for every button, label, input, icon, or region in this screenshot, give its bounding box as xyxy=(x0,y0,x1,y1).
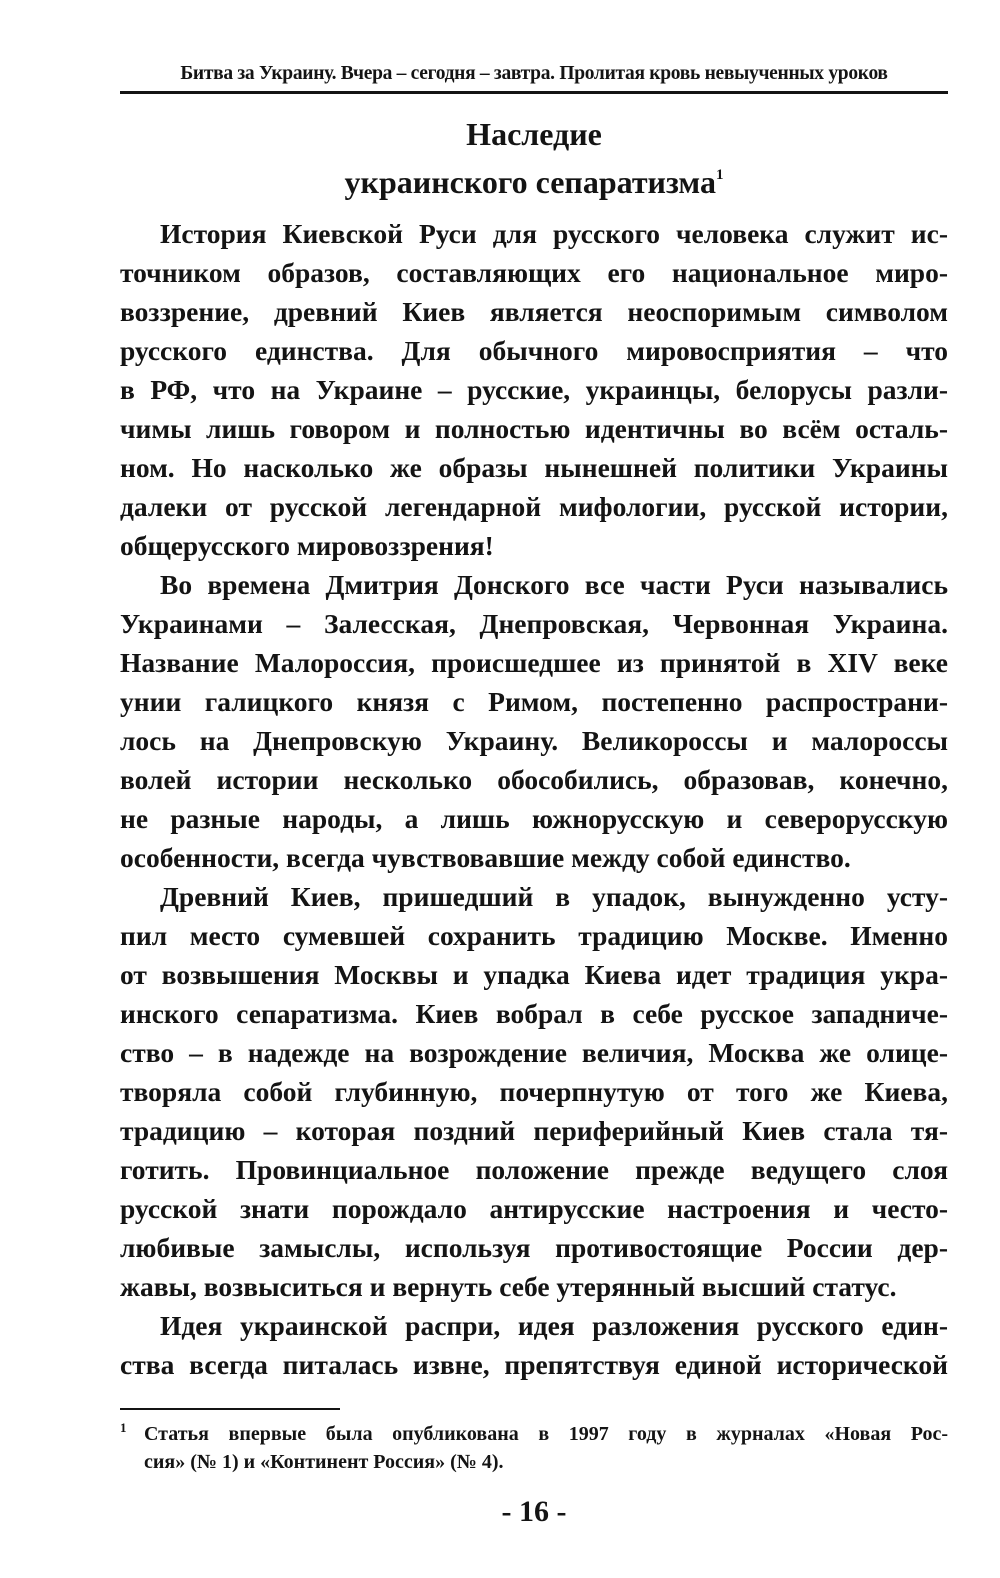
text-line: ства всегда питалась извне, препятствуя единой исторической xyxy=(120,1349,948,1380)
title-line-2 xyxy=(120,158,948,206)
text-line: русской знати порождало антирусские настроения и често- xyxy=(120,1193,948,1224)
text-line: точником образов, составляющих его национальное миро- xyxy=(120,257,948,288)
text-line: инского сепаратизма. Киев вобрал в себе русское западниче- xyxy=(120,998,948,1029)
article-title xyxy=(120,110,948,206)
running-header: Битва за Украину. Вчера – сегодня – завтра. Пролитая кровь невыученных уроков xyxy=(180,63,888,84)
text-line: ном. Но насколько же образы нынешней политики Украины xyxy=(120,452,948,483)
footnote xyxy=(120,1420,948,1476)
text-line: Идея украинской распри, идея разложения русского един- xyxy=(160,1310,948,1341)
text-line: Во времена Дмитрия Донского все части Руси назывались xyxy=(160,569,948,600)
text-line: творяла собой глубинную, почерпнутую от того же Киева, xyxy=(120,1076,948,1107)
text-line: чимы лишь говором и полностью идентичны во всём осталь- xyxy=(120,413,948,444)
text-line: далеки от русской легендарной мифологии, русской истории, xyxy=(120,491,948,522)
page-number: - 16 - xyxy=(501,1495,567,1528)
text-line: традицию – которая поздний периферийный Киев стала тя- xyxy=(120,1115,948,1146)
text-line: История Киевской Руси для русского человека служит ис- xyxy=(160,218,948,249)
text-line: не разные народы, а лишь южнорусскую и северорусскую xyxy=(120,803,948,834)
text-line: в РФ, что на Украине – русские, украинцы, белорусы разли- xyxy=(120,374,948,405)
text-line: жавы, возвыситься и вернуть себе утерянный высший статус. xyxy=(120,1271,897,1302)
text-line: особенности, всегда чувствовавшие между собой единство. xyxy=(120,842,851,873)
text-line: лось на Днепровскую Украину. Великороссы и малороссы xyxy=(120,725,948,756)
text-line: воззрение, древний Киев является неоспоримым символом xyxy=(120,296,948,327)
text-line: волей истории несколько обособились, образовав, конечно, xyxy=(120,764,948,795)
text-line: пил место сумевшей сохранить традицию Москве. Именно xyxy=(120,920,948,951)
title-footnote-mark[interactable]: 1 xyxy=(715,167,724,183)
text-line: от возвышения Москвы и упадка Киева идет традиция укра- xyxy=(120,959,948,990)
text-line: русского единства. Для обычного мировосприятия – что xyxy=(120,335,948,366)
text-line: Украинами – Залесская, Днепровская, Червонная Украина. xyxy=(120,608,948,639)
title-line-2-text: украинского сепаратизма xyxy=(344,164,716,200)
footnote-line-1: 1 Статья впервые была опубликована в 1997 году в журналах «Новая Рос- xyxy=(120,1420,948,1445)
footnote-line-2: сия» (№ 1) и «Континент Россия» (№ 4). xyxy=(144,1451,504,1473)
footnote-text-1: Статья впервые была опубликована в 1997 году в журналах «Новая Рос- xyxy=(144,1423,948,1445)
text-line: Название Малороссия, происшедшее из принятой в XIV веке xyxy=(120,647,948,678)
text-line: готить. Провинциальное положение прежде ведущего слоя xyxy=(120,1154,948,1185)
text-line: унии галицкого князя с Римом, постепенно распространи- xyxy=(120,686,948,717)
title-line-1: Наследие xyxy=(466,116,602,152)
text-line: ство – в надежде на возрождение величия, Москва же олице- xyxy=(120,1037,948,1068)
footnote-rule xyxy=(120,1408,340,1410)
header-rule xyxy=(120,91,948,94)
text-line: Древний Киев, пришедший в упадок, вынужденно усту- xyxy=(160,881,948,912)
text-line: любивые замыслы, используя противостоящие России дер- xyxy=(120,1232,948,1263)
text-line: общерусского мировоззрения! xyxy=(120,530,494,561)
body-text xyxy=(120,214,948,1384)
